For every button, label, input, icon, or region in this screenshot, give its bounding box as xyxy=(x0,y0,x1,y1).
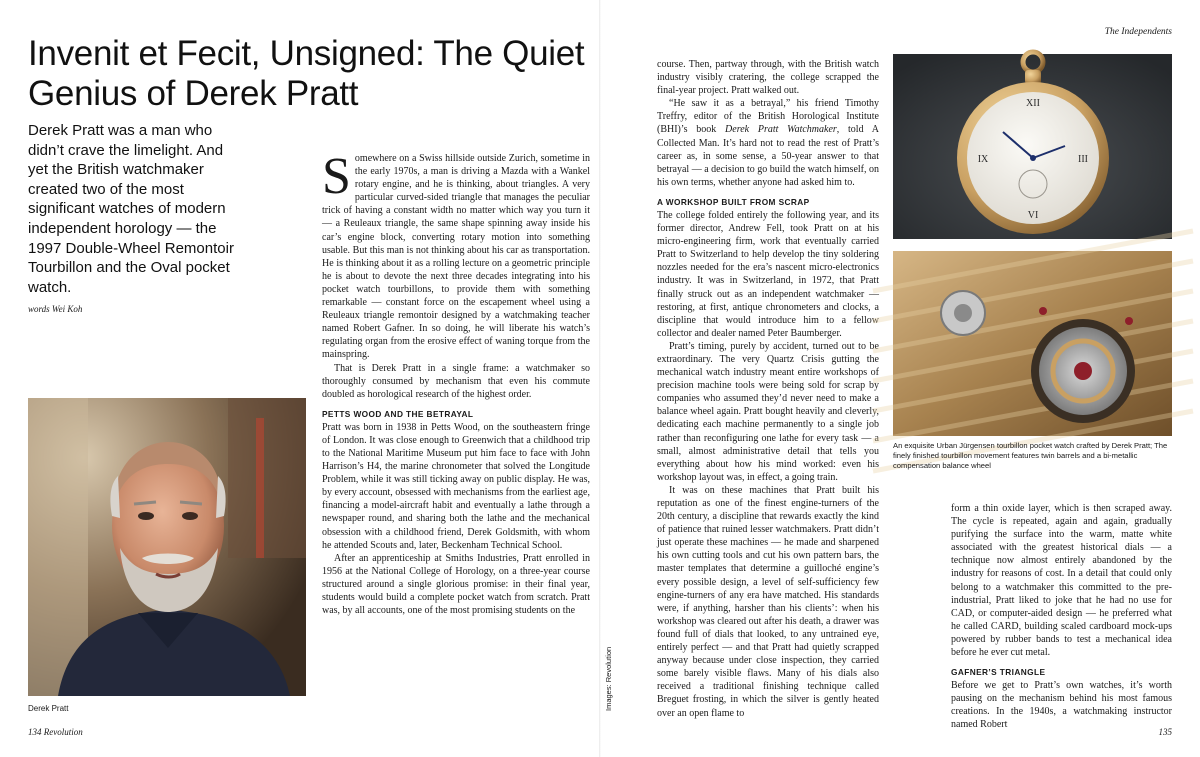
body-paragraph: form a thin oxide layer, which is then scraped away. The cycle is repeated, again and again, gradually purifying the surface into the warm, matte white associated with the greatest historical dials — a technique now almost entirely abandoned by the industry for reasons of cost. In a detail that could only belong to a watchmaker this committed to the pre-industrial, Pratt liked to joke that he had no use for CAD, or computer-aided design — he preferred what he called CARD, building scaled cardboard mock-ups powered by rubber bands to test a mechanical idea before he ever cut metal. xyxy=(951,503,1172,659)
body-column-2 xyxy=(657,58,879,718)
folio-left: 134 Revolution xyxy=(28,727,83,737)
quote-text-a: “He saw it as a betrayal,” his friend Timothy Treffry, editor of the British Horological Institute (BHI)’s book xyxy=(657,98,879,136)
tourbillon-movement-photo xyxy=(893,251,1172,436)
body-column-3 xyxy=(951,502,1172,731)
byline: words Wei Koh xyxy=(28,304,83,314)
svg-text:III: III xyxy=(1078,154,1088,165)
subhead: GAFNER’S TRIANGLE xyxy=(951,667,1046,678)
body-paragraph: Before we get to Pratt’s own watches, it’s worth pausing on the mechanism behind his most famous creations. In the 1940s, a watchmaking instructor named Robert xyxy=(951,680,1172,731)
body-paragraph: Pratt’s timing, purely by accident, turned out to be extraordinary. The very Quartz Crisis gutting the mechanical watch industry meant entire workshops of precision machine tools were being sold for scrap by companies who assumed they’d never need to make a balance wheel again. Pratt bought heavily and cleverly, dedicating each machine permanently to a single job rather than reconfiguring one lathe for every task — a small, almost administrative detail that tells you everything about how his mind worked: even his workshop layout was, in effect, a going train. xyxy=(657,340,879,483)
body-paragraph: course. Then, partway through, with the British watch industry visibly cratering, the college scrapped the final-year project. Pratt walked out. xyxy=(657,59,879,97)
book-title: Derek Pratt Watchmaker xyxy=(725,124,837,136)
pocket-watch-dial-photo xyxy=(893,54,1172,239)
body-paragraph: After an apprenticeship at Smiths Industries, Pratt enrolled in 1956 at the National College of Horology, on a three-year course structured around a single glorious promise: in their final year, students would build a complete pocket watch from scratch. Pratt was, by all accounts, one of the most promising students on the xyxy=(322,552,590,617)
opening-paragraph xyxy=(322,148,590,362)
svg-text:IX: IX xyxy=(977,154,989,165)
pocket-watch-illustration xyxy=(893,54,1172,239)
watch-caption: An exquisite Urban Jürgensen tourbillon pocket watch crafted by Derek Pratt; The finely finished tourbillon movement features twin barrels and a bi-metallic compensation balance wheel xyxy=(893,441,1168,470)
opening-text: omewhere on a Swiss hillside outside Zurich, sometime in the early 1970s, a man is driving a Mazda with a Wankel rotary engine, and he is thinking, about triangles. A very particular curved-sided triangle that manages the peculiar trick of having a constant width no matter which way you turn it — a Reuleaux triangle, the same shape spinning away inside his car’s engine block, converting rotary motion into something usable. But this man is not thinking about his car as transportation. He is thinking about it as a rolling lecture on a geometric principle he is about to devote the next three decades integrating into his pocket watch tourbillons, to provide them with something remarkable — constant force on the escapement wheel using a Reuleaux triangle remontoir designed by a watchmaking teacher named Robert Gafner. In so doing, he will liberate his watch’s regulating organ from the erosive effect of waning torque from the mainspring. xyxy=(322,153,590,361)
body-column-1 xyxy=(322,148,590,712)
image-credit: Images: Revolution xyxy=(604,646,613,711)
body-paragraph: The college folded entirely the following year, and its former director, Andrew Fell, took Pratt on at his micro-engineering firm, work that eventually carried Pratt to Switzerland to help develop the tiny soldering nozzles needed for the era’s nascent micro-electronics industry. It was in Switzerland, in 1972, that Pratt finally struck out as an independent watchmaker — restoring, at first, antique chronometers and clocks, a discipline that would introduce him to a fellow collector and dealer named Peter Baumberger. xyxy=(657,209,879,339)
body-paragraph: That is Derek Pratt in a single frame: a watchmaker so thoroughly consumed by mechanism that even his commute doubled as horological research of the highest order. xyxy=(322,362,590,400)
portrait-caption: Derek Pratt xyxy=(28,704,69,713)
subhead: PETTS WOOD AND THE BETRAYAL xyxy=(322,408,474,419)
folio-right: 135 xyxy=(1158,727,1172,737)
dek: Derek Pratt was a man who didn’t crave the limelight. And yet the British watchmaker created two of the most significant watches of modern independent horology — the 1997 Double-Wheel Remontoir Tourbillon and the Oval pocket watch. xyxy=(28,122,234,296)
subhead: A WORKSHOP BUILT FROM SCRAP xyxy=(657,196,810,207)
body-paragraph: It was on these machines that Pratt built his reputation as one of the finest engine-turners of the 20th century, a discipline that rewards exactly the kind of patience that ruined lesser watchmakers. Pratt didn’t just operate these machines — he made and sharpened his own cutting tools and cut his own pattern bars, the master templates that determine a guilloché engine’s every possible design, a level of self-sufficiency few engine-turners of any era have matched. His standards were, if anything, harsher than his clients’: when his workshop was cleared out after his death, a drawer was found full of dials that looked, to any untrained eye, entirely perfect — and that Pratt had quietly scrapped anyway because under close inspection, they carried some barely visible flaws. Many of his dials also received a traditional finishing technique called Breguet frosting, in which the silver is gently heated over an open flame to xyxy=(657,484,879,719)
svg-text:XII: XII xyxy=(1026,98,1040,109)
portrait-photo xyxy=(28,398,306,696)
svg-text:VI: VI xyxy=(1027,210,1039,221)
body-paragraph: Pratt was born in 1938 in Petts Wood, on the southeastern fringe of London. It was close enough to Greenwich that a childhood trip to the National Maritime Museum put him face to face with John Harrison’s H4, the marine chronometer that solved the Longitude Problem, while it was still ticking away on public display. He was, by every account, obsessed with mechanisms from the earliest age, financing a model-aircraft habit and eventually a lathe through a newspaper round, and sharing both the lathe and the mechanical obsession with a childhood friend, Derek Goldsmith, with whom he attended Scouts and, later, Beckenham Technical School. xyxy=(322,421,590,551)
movement-illustration xyxy=(893,251,1172,436)
page-gutter xyxy=(599,0,601,757)
portrait-illustration xyxy=(28,398,306,696)
headline: Invenit et Fecit, Unsigned: The Quiet Genius of Derek Pratt xyxy=(28,34,585,113)
quote-text-b: , told A Collected Man. It’s hard not to read the rest of Pratt’s career as, in some sense, a 50-year answer to that betrayal — a decision to go build the watch himself, on his own terms, whether anyone had asked him to. xyxy=(657,124,879,188)
drop-cap: S xyxy=(322,148,351,205)
quote-paragraph xyxy=(657,97,879,189)
section-label: The Independents xyxy=(1104,27,1172,37)
